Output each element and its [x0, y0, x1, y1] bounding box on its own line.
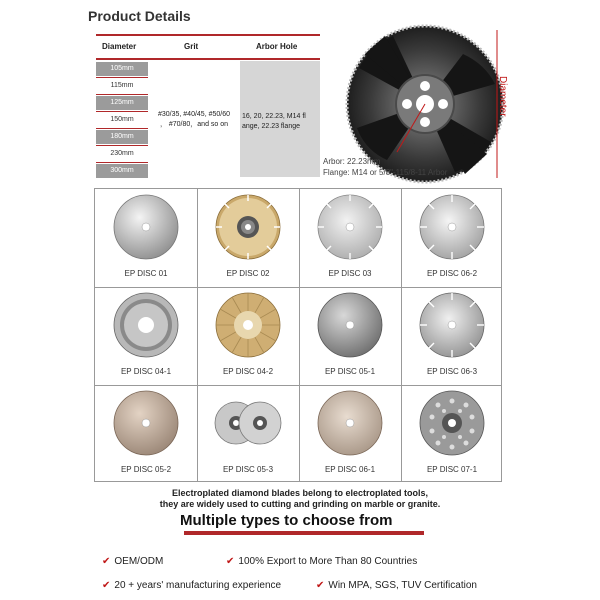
- description-line-2: they are widely used to cutting and grinding on marble or granite.: [159, 499, 441, 509]
- product-card[interactable]: [95, 189, 197, 287]
- checkmark-icon: ✔: [102, 580, 111, 591]
- product-label: EP DISC 05-1: [324, 367, 376, 376]
- gold-turbo-disc-image: [214, 291, 282, 359]
- twin-discs-image: [214, 389, 282, 457]
- diameter-105: 105mm: [96, 62, 148, 76]
- feature-text: Win MPA, SGS, TUV Certification: [328, 580, 477, 591]
- arbor-line-2: ange, 22.23 flange: [242, 123, 300, 130]
- product-label: EP DISC 06-3: [426, 367, 478, 376]
- product-label: EP DISC 06-2: [426, 269, 478, 278]
- headline-underline: [184, 531, 424, 535]
- product-label: EP DISC 04-2: [222, 367, 274, 376]
- silver-rim-disc-image: [112, 291, 180, 359]
- feature-item: [102, 556, 163, 567]
- segmented-silver-disc-image: [418, 193, 486, 261]
- header-arbor-hole: Arbor Hole: [256, 42, 298, 51]
- product-card[interactable]: [401, 287, 503, 385]
- description: [96, 488, 504, 510]
- product-label: EP DISC 01: [124, 269, 168, 278]
- grit-line-1: #30/35, #40/45, #50/60: [157, 111, 230, 118]
- product-label: EP DISC 05-3: [222, 465, 274, 474]
- product-label: EP DISC 05-2: [120, 465, 172, 474]
- feature-item: [226, 556, 417, 567]
- product-card[interactable]: [197, 189, 299, 287]
- product-grid: [94, 188, 502, 482]
- description-line-1: Electroplated diamond blades belong to electroplated tools,: [171, 488, 429, 498]
- arbor-line-1: 16, 20, 22.23, M14 fl: [242, 113, 306, 120]
- feature-text: 20 + years' manufacturing experience: [114, 580, 282, 591]
- row-divider: [96, 162, 148, 163]
- row-divider: [96, 128, 148, 129]
- row-divider: [96, 111, 148, 112]
- arbor-callout: [323, 156, 447, 178]
- perforated-disc-image: [418, 389, 486, 457]
- product-card[interactable]: [95, 385, 197, 483]
- diameter-125: 125mm: [96, 96, 148, 110]
- row-divider: [96, 94, 148, 95]
- product-label: EP DISC 03: [328, 269, 372, 278]
- header-grit: Grit: [184, 42, 199, 51]
- diameter-230: 230mm: [96, 147, 148, 161]
- product-label: EP DISC 04-1: [120, 367, 172, 376]
- product-card[interactable]: [299, 189, 401, 287]
- row-divider: [96, 77, 148, 78]
- segmented-silver-disc-image: [418, 291, 486, 359]
- product-card[interactable]: [401, 385, 503, 483]
- arbor-callout-line-2: Flange: M14 or 5/8"-115/8-11 Arbor: [323, 168, 448, 177]
- granular-silver-disc-image: [316, 291, 384, 359]
- diameter-300: 300mm: [96, 164, 148, 178]
- spec-table: [96, 34, 320, 176]
- diameter-callout: Diameter: [497, 76, 508, 117]
- feature-item: [102, 580, 281, 591]
- arbor-callout-line-1: Arbor: 22.23mm: [323, 157, 381, 166]
- johnson-bronze-disc-image: [112, 389, 180, 457]
- product-card[interactable]: [197, 385, 299, 483]
- feature-text: 100% Export to More Than 80 Countries: [238, 556, 418, 567]
- product-card[interactable]: [95, 287, 197, 385]
- header-diameter: Diameter: [102, 42, 137, 51]
- table-header-rule: [96, 58, 320, 60]
- plain-silver-disc-image: [112, 193, 180, 261]
- diameter-115: 115mm: [96, 79, 148, 93]
- product-label: EP DISC 06-1: [324, 465, 376, 474]
- diameter-150: 150mm: [96, 113, 148, 127]
- table-top-rule: [96, 34, 320, 36]
- johnson-segmented-disc-image: [316, 193, 384, 261]
- page-title: Product Details: [88, 8, 191, 24]
- product-label: EP DISC 02: [226, 269, 270, 278]
- checkmark-icon: ✔: [316, 580, 325, 591]
- product-card[interactable]: [401, 189, 503, 287]
- checkmark-icon: ✔: [102, 556, 111, 567]
- bronze-plain-disc-image: [316, 389, 384, 457]
- product-card[interactable]: [299, 385, 401, 483]
- gold-flange-disc-image: [214, 193, 282, 261]
- product-label: EP DISC 07-1: [426, 465, 478, 474]
- product-card[interactable]: [197, 287, 299, 385]
- product-card[interactable]: [299, 287, 401, 385]
- checkmark-icon: ✔: [226, 556, 235, 567]
- grit-values: [150, 110, 238, 130]
- row-divider: [96, 145, 148, 146]
- feature-item: [316, 580, 477, 591]
- arbor-values: [242, 112, 320, 132]
- headline: Multiple types to choose from: [180, 512, 393, 529]
- feature-text: OEM/ODM: [114, 556, 164, 567]
- grit-line-2: ， #70/80，and so on: [159, 121, 229, 128]
- diameter-180: 180mm: [96, 130, 148, 144]
